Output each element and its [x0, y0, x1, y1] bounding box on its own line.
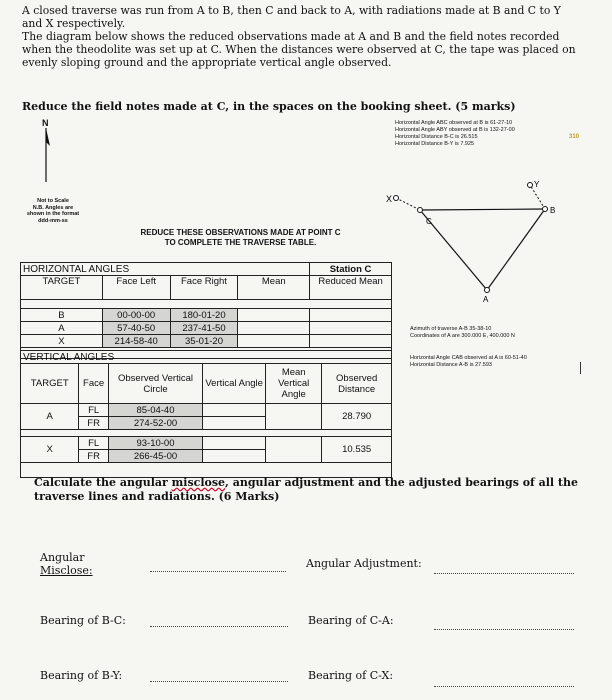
label-a: A	[483, 295, 489, 304]
vertical-circle-cell: 93-10-00	[108, 437, 202, 450]
booking-sheet-title-line: REDUCE THESE OBSERVATIONS MADE AT POINT C	[140, 228, 341, 237]
field-note: Horizontal Distance B-Y is 7.925	[395, 141, 475, 147]
point-x	[394, 196, 399, 201]
vertical-angle-input-cell[interactable]	[203, 417, 266, 430]
distance-cell: 28.790	[322, 404, 392, 430]
mean-vertical-angle-input-cell[interactable]	[266, 437, 322, 463]
horizontal-angles-table	[20, 262, 392, 359]
table-row	[21, 335, 392, 348]
header-face-right: Face Right	[170, 276, 238, 300]
mean-input-cell[interactable]	[238, 335, 310, 348]
header-face-left: Face Left	[102, 276, 170, 300]
table-row	[21, 437, 392, 450]
scale-note	[18, 198, 88, 224]
header-mean: Mean	[238, 276, 310, 300]
table-row	[21, 309, 392, 322]
reduced-mean-input-cell[interactable]	[310, 335, 392, 348]
field-note: Horizontal Angle ABC observed at B is 61-27-10	[395, 120, 513, 126]
point-a	[485, 288, 490, 293]
angle-note	[410, 355, 527, 369]
angular-misclose-label: Angular Misclose:	[40, 551, 93, 577]
vertical-angle-input-cell[interactable]	[203, 404, 266, 417]
bearing-bc-answer[interactable]	[150, 626, 288, 627]
face-left-cell: 214-58-40	[102, 335, 170, 348]
point-y	[528, 183, 533, 188]
azimuth-note-line: Azimuth of traverse A-B 35-38-10	[410, 326, 492, 332]
face-right-cell: 35-01-20	[170, 335, 238, 348]
traverse-diagram	[370, 178, 570, 313]
page-reference: 310	[569, 134, 580, 140]
face-cell: FL	[79, 404, 108, 417]
target-cell: B	[21, 309, 103, 322]
problem-statement	[22, 4, 582, 69]
vertical-angles-table	[20, 350, 392, 478]
header-observed-distance: Observed Distance	[322, 364, 392, 404]
point-c	[418, 208, 423, 213]
scale-note-line: ddd-mm-ss	[38, 217, 68, 224]
face-right-cell: 237-41-50	[170, 322, 238, 335]
mean-input-cell[interactable]	[238, 322, 310, 335]
vertical-angle-input-cell[interactable]	[203, 437, 266, 450]
booking-sheet-title-line: TO COMPLETE THE TRAVERSE TABLE.	[164, 237, 317, 247]
angular-adjustment-label: Angular Adjustment:	[306, 557, 422, 570]
vertical-section-label: VERTICAL ANGLES	[21, 351, 392, 364]
target-cell: X	[21, 437, 79, 463]
bearing-by-label: Bearing of B-Y:	[40, 669, 123, 682]
calculation-instruction: Calculate the angular misclose, angular adjustment and the adjusted bearings of all the traverse lines and radiations. (6 Marks)	[34, 476, 579, 503]
radiation-c-x	[396, 198, 420, 210]
point-b	[543, 207, 548, 212]
scale-note-line: N.B. Angles are	[32, 204, 74, 211]
task-instruction: Reduce the field notes made at C, in the spaces on the booking sheet. (5 marks)	[22, 100, 516, 113]
north-label: N	[42, 118, 49, 128]
target-cell: A	[21, 322, 103, 335]
face-right-cell: 180-01-20	[170, 309, 238, 322]
field-note: Horizontal Distance B-C is 26.515	[395, 134, 478, 140]
header-reduced-mean: Reduced Mean	[310, 276, 392, 300]
header-target: TARGET	[21, 364, 79, 404]
horizontal-section-label: HORIZONTAL ANGLES	[21, 263, 310, 276]
line-a-b	[487, 209, 545, 290]
misclose-word: misclose	[171, 476, 226, 489]
mean-vertical-angle-input-cell[interactable]	[266, 404, 322, 430]
vertical-circle-cell: 266-45-00	[108, 450, 202, 463]
angle-note-line: Horizontal Distance A-B is 27.593	[410, 362, 492, 368]
bearing-cx-answer[interactable]	[434, 686, 574, 687]
header-target: TARGET	[21, 276, 103, 300]
field-note: Horizontal Angle ABY observed at B is 132-27-00	[395, 127, 515, 133]
scale-note-line: Not to Scale	[37, 198, 69, 204]
header-face: Face	[79, 364, 108, 404]
angular-misclose-answer[interactable]	[150, 571, 286, 572]
mean-input-cell[interactable]	[238, 309, 310, 322]
azimuth-note-line: Coordinates of A are 300.000 E, 400.000 N	[410, 333, 515, 339]
vertical-circle-cell: 274-52-00	[108, 417, 202, 430]
intro-line-2: The diagram below shows the reduced observations made at A and B and the field notes recorded when the theodolite was set up at C. When the distances were observed at C, the tape was placed on evenly sloping ground and the appropriate vertical angle observed.	[22, 30, 576, 69]
bearing-cx-label: Bearing of C-X:	[308, 669, 394, 682]
angle-note-line: Horizontal Angle CAB observed at A is 60-51-40	[410, 355, 527, 361]
scale-note-line: shown in the format	[26, 211, 80, 217]
field-notes	[395, 120, 515, 148]
bearing-ca-answer[interactable]	[434, 629, 574, 630]
label-c: C	[426, 217, 432, 226]
vertical-circle-cell: 85-04-40	[108, 404, 202, 417]
target-cell: A	[21, 404, 79, 430]
azimuth-note	[410, 326, 515, 340]
booking-sheet-title	[108, 228, 373, 247]
table-row	[21, 322, 392, 335]
label-x: X	[386, 194, 393, 204]
target-cell: X	[21, 335, 103, 348]
north-arrow-icon	[38, 128, 58, 184]
face-cell: FL	[79, 437, 108, 450]
face-left-cell: 57-40-50	[102, 322, 170, 335]
distance-cell: 10.535	[322, 437, 392, 463]
header-mean-vertical-angle: Mean Vertical Angle	[266, 364, 322, 404]
text-cursor	[580, 362, 581, 374]
reduced-mean-input-cell[interactable]	[310, 309, 392, 322]
intro-line-1: A closed traverse was run from A to B, then C and back to A, with radiations made at B and C to Y and X respectively.	[22, 4, 561, 30]
label-y: Y	[534, 180, 540, 189]
table-row	[21, 404, 392, 417]
line-c-b	[420, 209, 545, 210]
reduced-mean-input-cell[interactable]	[310, 322, 392, 335]
face-cell: FR	[79, 417, 108, 430]
station-label: Station C	[310, 263, 392, 276]
label-b: B	[550, 206, 556, 215]
header-observed-vertical-circle: Observed Vertical Circle	[108, 364, 202, 404]
header-vertical-angle: Vertical Angle	[203, 364, 266, 404]
vertical-angle-input-cell[interactable]	[203, 450, 266, 463]
face-left-cell: 00-00-00	[102, 309, 170, 322]
bearing-by-answer[interactable]	[150, 681, 288, 682]
angular-adjustment-answer[interactable]	[434, 573, 574, 574]
bearing-bc-label: Bearing of B-C:	[40, 614, 126, 627]
face-cell: FR	[79, 450, 108, 463]
bearing-ca-label: Bearing of C-A:	[308, 614, 394, 627]
